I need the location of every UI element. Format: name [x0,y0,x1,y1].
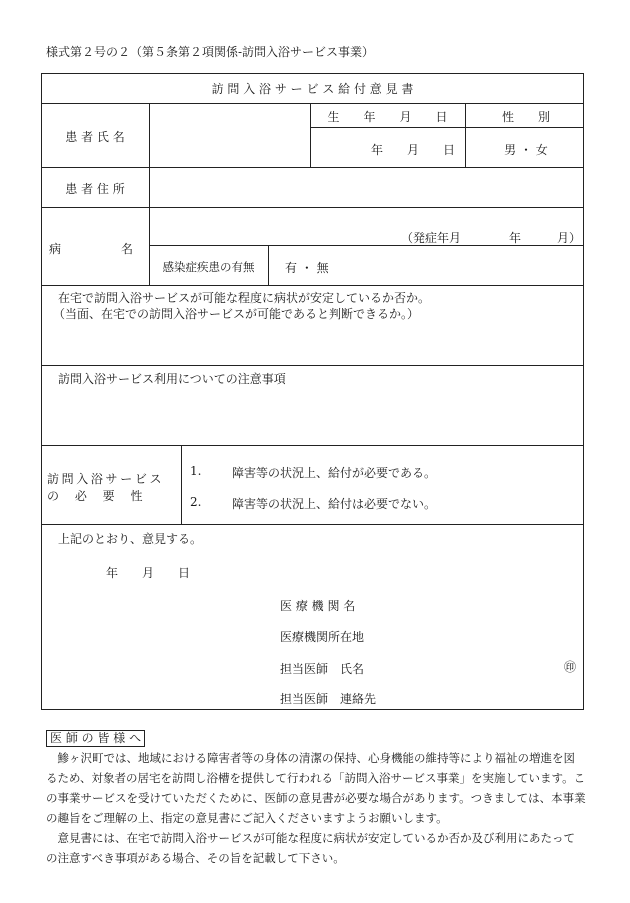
sex-options[interactable]: 男 ・ 女 [504,143,548,157]
seal-icon: ㊞ [564,660,577,674]
patient-address-label: 患 者 住 所 [65,182,125,196]
necessity-label: 訪問入浴サービス [47,472,165,486]
disease-label: 病 名 [49,242,134,256]
footer-paragraph-1: 鯵ヶ沢町では、地域における障害者等の身体の清潔の保持、心身機能の維持等により福祉の増進を図るため、対象者の居宅を訪問し浴槽を提供して行われる「訪問入浴サービス事業」を実施しています。この事業サービスを受けていただくために、医師の意見書が必要な場合があります。つきましては、本事業の趣旨をご理解の上、指定の意見書にご記入くださいますようお願いします。 [46,751,586,825]
doctor-contact-label: 担当医師 連絡先 [280,692,377,706]
footer-heading: 医 師 の 皆 様 へ [46,730,145,747]
stability-question: 在宅で訪問入浴サービスが可能な程度に病状が安定しているか否か。 [58,291,431,305]
patient-name-label: 患 者 氏 名 [65,130,125,144]
infection-label: 感染症疾患の有無 [162,260,255,274]
form-border-top [41,73,584,74]
row-divider [41,524,584,525]
necessity-option-2-number: 2. [190,495,202,509]
necessity-option-1[interactable]: 障害等の状況上、給付が必要である。 [232,466,437,480]
row-divider [41,285,584,286]
column-divider [268,245,269,285]
institution-address-label: 医療機関所在地 [280,630,365,644]
row-divider [41,103,584,104]
necessity-option-2[interactable]: 障害等の状況上、給付は必要でない。 [232,497,437,511]
necessity-option-1-number: 1. [190,464,202,478]
stability-question-note: （当面、在宅での訪問入浴サービスが可能であると判断できるか。） [53,307,420,321]
form-number: 様式第２号の２（第５条第２項関係-訪問入浴サービス事業） [46,45,375,59]
onset-date-text: （発症年月 年 月） [400,231,581,245]
institution-name-label: 医 療 機 関 名 [280,599,356,613]
form-border-bottom [41,709,584,710]
patient-name-field[interactable] [150,104,309,166]
form-border-left [41,73,42,710]
footer-notice [46,748,586,868]
stability-answer-field[interactable] [43,322,581,364]
necessity-label-line2: の 必 要 性 [47,489,143,503]
row-divider [310,127,584,128]
sex-label: 性 別 [501,110,550,124]
column-divider [181,445,182,524]
form-border-right [583,73,584,710]
row-divider [41,365,584,366]
form-title: 訪 問 入 浴 サ ー ビ ス 給 付 意 見 書 [211,82,414,96]
patient-address-field[interactable] [150,168,582,206]
notes-field[interactable] [43,388,581,444]
footer-paragraph-2: 意見書には、在宅で訪問入浴サービスが可能な程度に病状が安定しているか否か及び利用にあたっての注意すべき事項がある場合、その旨を記載して下さい。 [46,831,575,865]
infection-options[interactable]: 有 ・ 無 [285,261,329,275]
birthdate-value[interactable]: 年 月 日 [370,143,455,157]
column-divider [465,103,466,167]
notes-label: 訪問入浴サービス利用についての注意事項 [58,372,286,386]
doctor-name-label: 担当医師 氏名 [280,662,365,676]
date-blank[interactable]: 年 月 日 [106,566,191,580]
birthdate-label: 生 年 月 日 [327,110,448,124]
row-divider [41,445,584,446]
opinion-statement: 上記のとおり、意見する。 [58,532,203,546]
